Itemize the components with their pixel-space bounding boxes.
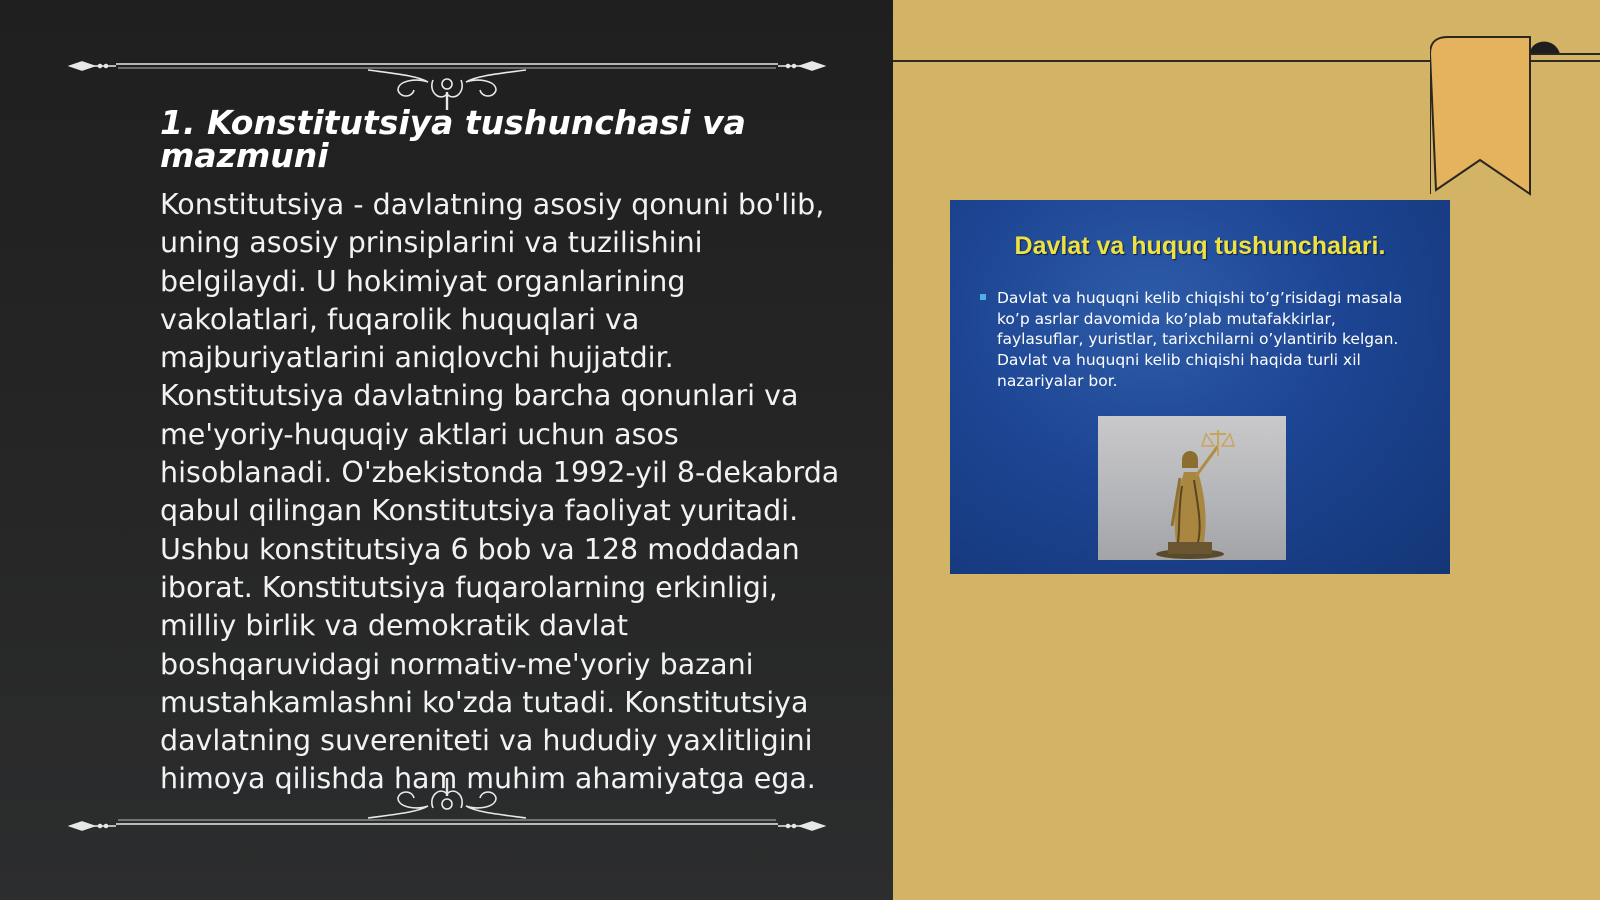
justice-statue-icon	[1098, 416, 1286, 560]
embedded-slide-text: Davlat va huquqni kelib chiqishi to’g’risidagi masala ko’p asrlar davomida ko’plab mutafakkirlar, faylasuflar, yuristlar, tarixchilarni o’ylantirib kelgan. Davlat va huquqni kelib chiqishi haqida turli xil nazariyalar bor.	[997, 289, 1403, 390]
bullet-icon	[980, 294, 988, 302]
ornament-divider-bottom-icon	[68, 774, 826, 834]
embedded-slide-title: Davlat va huquq tushunchalari.	[1014, 232, 1386, 260]
slide-body-text: Konstitutsiya - davlatning asosiy qonuni bo'lib, uning asosiy prinsiplarini va tuzilishini belgilaydi. U hokimiyat organlarining vakolatlari, fuqarolik huquqlari va majburiyatlarini aniqlovchi hujjatdir. Konstitutsiya davlatning barcha qonunlari va me'yoriy-huquqiy aktlari uchun asos hisoblanadi. O'zbekistonda 1992-yil 8-dekabrda qabul qilingan Konstitutsiya faoliyat yuritadi. Ushbu konstitutsiya 6 bob va 128 moddadan iborat. Konstitutsiya fuqarolarning erkinligi, milliy birlik va demokratik davlat boshqaruvidagi normativ-me'yoriy bazani mustahkamlashni ko'zda tutadi. Konstitutsiya davlatning suvereniteti va hududiy yaxlitligini himoya qilishda ham muhim ahamiyatga ega.	[160, 188, 840, 796]
statue-photo	[1098, 416, 1286, 560]
embedded-slide-image	[950, 200, 1450, 574]
slide-title: 1. Konstitutsiya tushunchasi va mazmuni	[160, 103, 746, 175]
bookmark-ribbon-icon	[1430, 34, 1600, 204]
